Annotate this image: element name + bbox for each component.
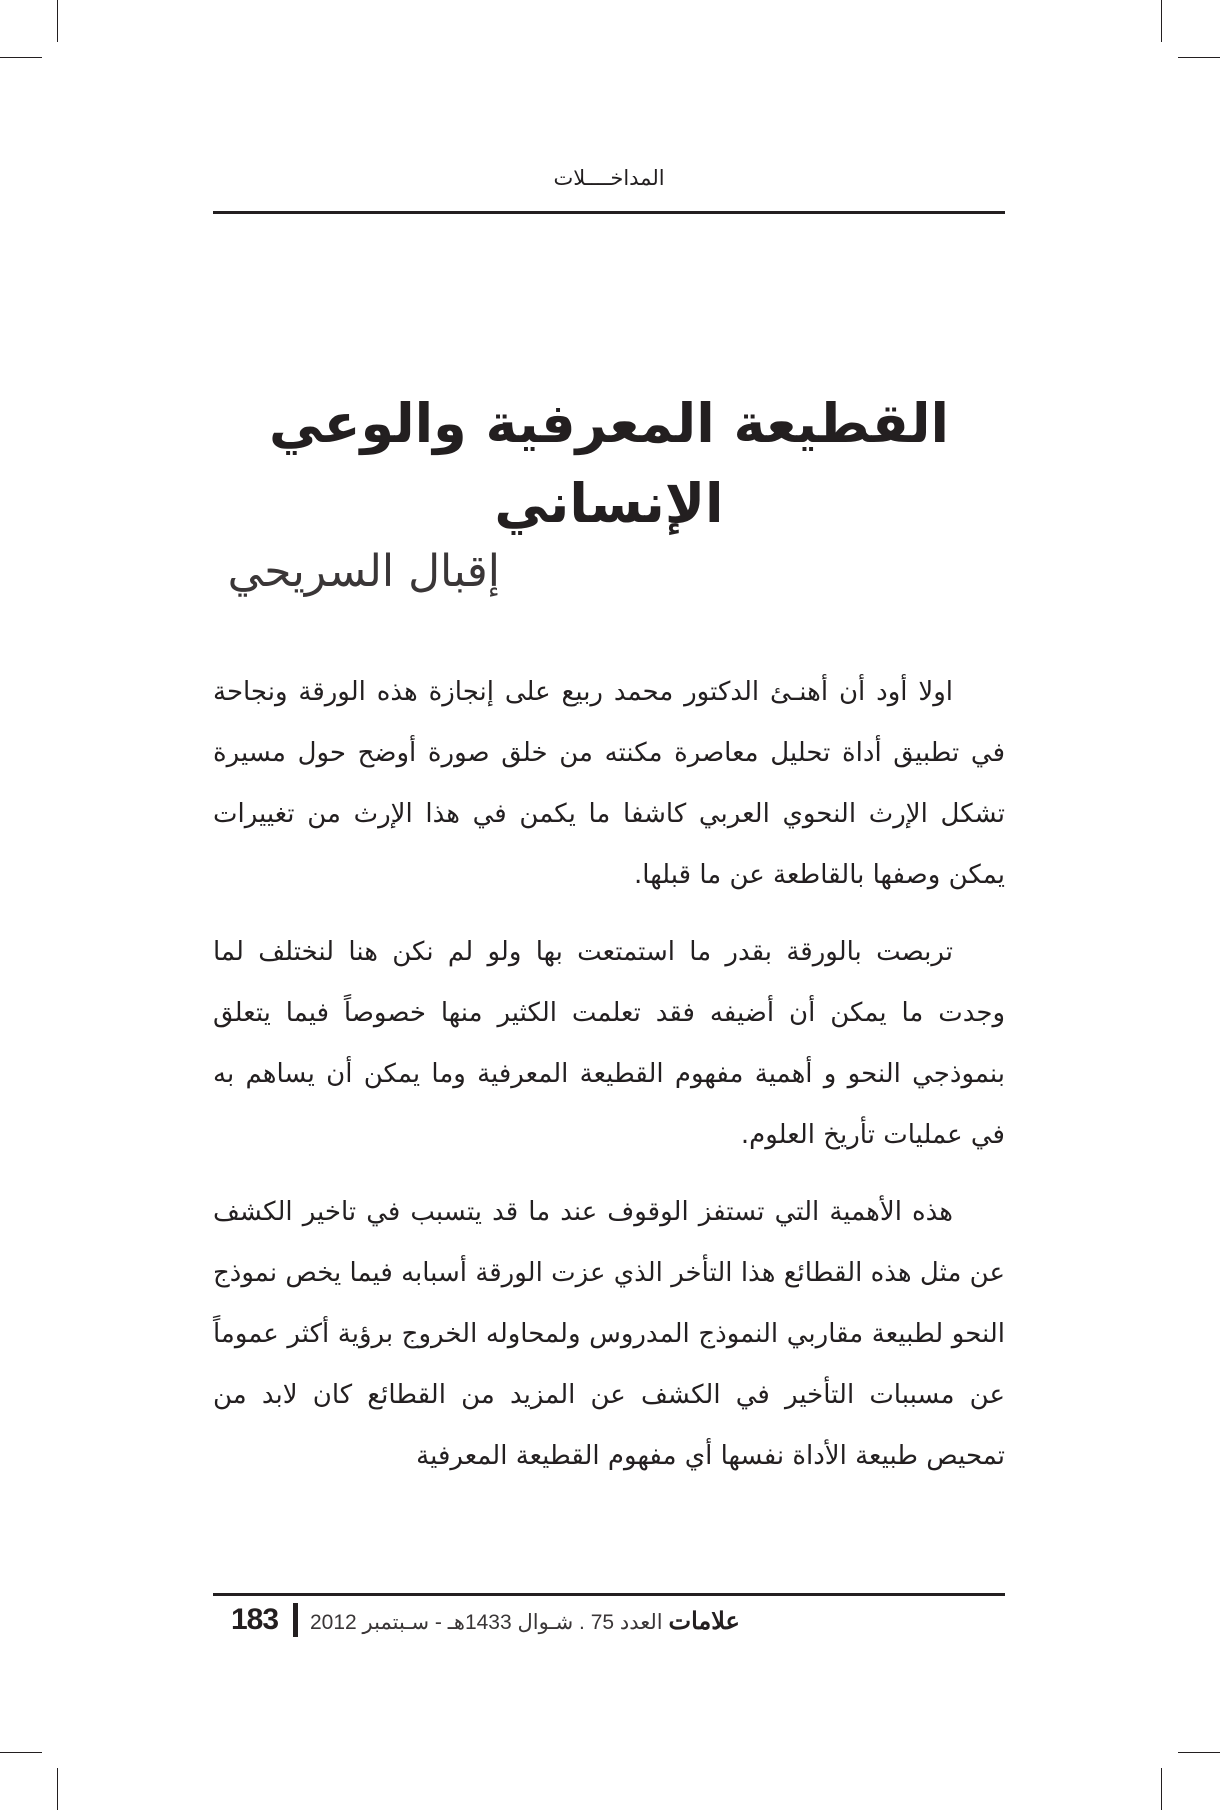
paragraph-text: هذه الأهمية التي تستفز الوقوف عند ما قد يتسبب في تاخير الكشف عن مثل هذه القطائع هذا التأخر الذي عزت الورقة أسبابه فيما يخص نموذج النحو لطبيعة مقاربي النموذج المدروس ولمحاوله الخروج برؤية أكثر عموماً عن مسببات التأخير في الكشف عن المزيد من القطائع كان لابد من تمحيص طبيعة الأداة نفسها أي مفهوم القطيعة المعرفية bbox=[213, 1197, 1005, 1471]
crop-mark bbox=[0, 1752, 42, 1753]
author-name: إقبال السريحي bbox=[227, 546, 500, 597]
crop-mark bbox=[57, 0, 58, 42]
article-body bbox=[213, 662, 1005, 1503]
paragraph bbox=[213, 922, 1005, 1166]
paragraph-text: تربصت بالورقة بقدر ما استمتعت بها ولو لم نكن هنا لنختلف لما وجدت ما يمكن أن أضيفه فقد تعلمت الكثير منها خصوصاً فيما يتعلق بنموذجي النحو و أهمية مفهوم القطيعة المعرفية وما يمكن أن يساهم به في عمليات تأريخ العلوم. bbox=[213, 937, 1005, 1150]
article-title: القطيعة المعرفية والوعي الإنساني bbox=[268, 392, 950, 535]
running-head: المداخــــلات bbox=[553, 166, 665, 190]
crop-mark bbox=[0, 57, 42, 58]
header-rule bbox=[213, 211, 1005, 214]
footer-divider bbox=[293, 1603, 298, 1637]
paragraph bbox=[213, 662, 1005, 906]
crop-mark bbox=[1178, 57, 1220, 58]
issue-text: العدد 75 . شـوال 1433هـ - سـبتمبر 2012 bbox=[310, 1610, 663, 1634]
journal-logo: علامات bbox=[668, 1605, 740, 1635]
paragraph-text: اولا أود أن أهنـئ الدكتور محمد ربيع على إنجازة هذه الورقة ونجاحة في تطبيق أداة تحليل معاصرة مكنته من خلق صورة أوضح حول مسيرة تشكل الإرث النحوي العربي كاشفا ما يكمن في هذا الإرث من تغييرات يمكن وصفها بالقاطعة عن ما قبلها. bbox=[213, 677, 1005, 890]
crop-mark bbox=[1161, 0, 1162, 42]
crop-mark bbox=[57, 1768, 58, 1810]
crop-mark bbox=[1161, 1768, 1162, 1810]
footer-rule bbox=[213, 1593, 1005, 1596]
paragraph bbox=[213, 1182, 1005, 1487]
page-footer bbox=[213, 1600, 1005, 1640]
crop-mark bbox=[1178, 1752, 1220, 1753]
issue-info bbox=[310, 1606, 746, 1635]
page-number: 183 bbox=[231, 1603, 279, 1636]
